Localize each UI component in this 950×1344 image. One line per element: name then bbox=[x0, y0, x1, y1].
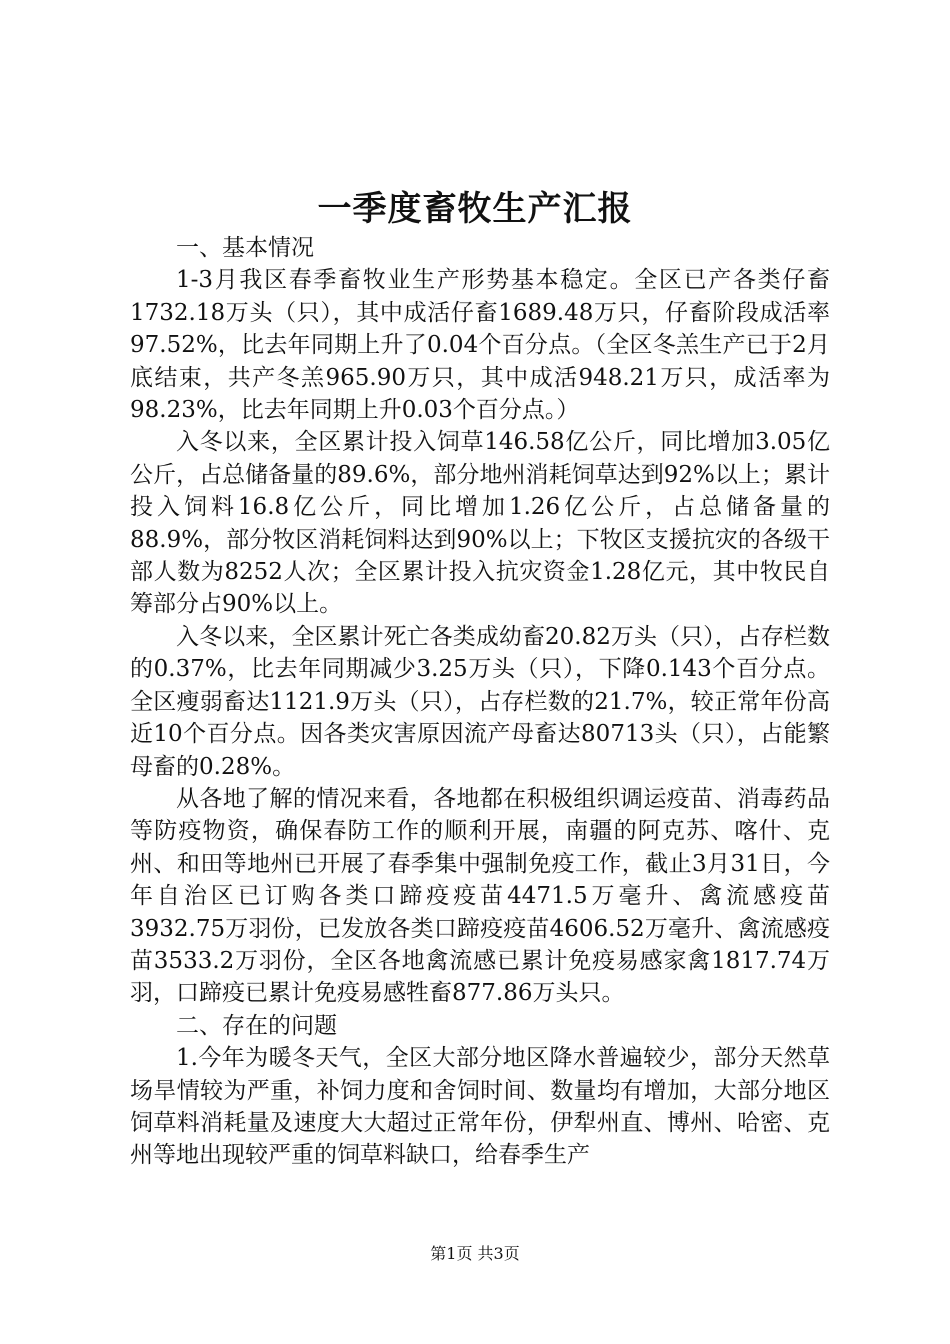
paragraph: 入冬以来，全区累计死亡各类成幼畜20.82万头（只），占存栏数的0.37%，比去年同期减少3.25万头（只），下降0.143个百分点。全区瘦弱畜达1121.9万头（只），占存栏数的21.7%，较正常年份高近10个百分点。因各类灾害原因流产母畜达80713头（只），占能繁母畜的0.28%。 bbox=[130, 623, 830, 780]
paragraph: 入冬以来，全区累计投入饲草146.58亿公斤，同比增加3.05亿公斤，占总储备量的89.6%，部分地州消耗饲草达到92%以上；累计投入饲料16.8亿公斤，同比增加1.26亿公斤，占总储备量的88.9%，部分牧区消耗饲料达到90%以上；下牧区支援抗灾的各级干部人数为8252人次；全区累计投入抗灾资金1.28亿元，其中牧民自筹部分占90%以上。 bbox=[130, 429, 830, 618]
section-heading-problems: 二、存在的问题 bbox=[176, 1012, 337, 1039]
section-heading-basic: 一、基本情况 bbox=[176, 235, 314, 261]
paragraph: 1.今年为暖冬天气，全区大部分地区降水普遍较少，部分天然草场旱情较为严重，补饲力度和舍饲时间、数量均有增加，大部分地区饲草料消耗量及速度大大超过正常年份，伊犁州直、博州、哈密、克州等地出现较严重的饲草料缺口，给春季生产 bbox=[130, 1045, 830, 1169]
document-title: 一季度畜牧生产汇报 bbox=[317, 189, 633, 229]
paragraph: 从各地了解的情况来看，各地都在积极组织调运疫苗、消毒药品等防疫物资，确保春防工作的顺利开展，南疆的阿克苏、喀什、克州、和田等地州已开展了春季集中强制免疫工作，截止3月31日，今年自治区已订购各类口蹄疫疫苗4471.5万毫升、禽流感疫苗3932.75万羽份，已发放各类口蹄疫疫苗4606.52万毫升、禽流感疫苗3533.2万羽份，全区各地禽流感已累计免疫易感家禽1817.74万羽，口蹄疫已累计免疫易感牲畜877.86万头只。 bbox=[130, 785, 830, 1007]
document-body bbox=[130, 232, 830, 1172]
page-footer: 第1页 共3页 bbox=[430, 1244, 520, 1263]
paragraph: 1-3月我区春季畜牧业生产形势基本稳定。全区已产各类仔畜1732.18万头（只），其中成活仔畜1689.48万只，仔畜阶段成活率97.52%，比去年同期上升了0.04个百分点。（全区冬羔生产已于2月底结束，共产冬羔965.90万只，其中成活948.21万只，成活率为98.23%，比去年同期上升0.03个百分点。） bbox=[130, 267, 830, 424]
